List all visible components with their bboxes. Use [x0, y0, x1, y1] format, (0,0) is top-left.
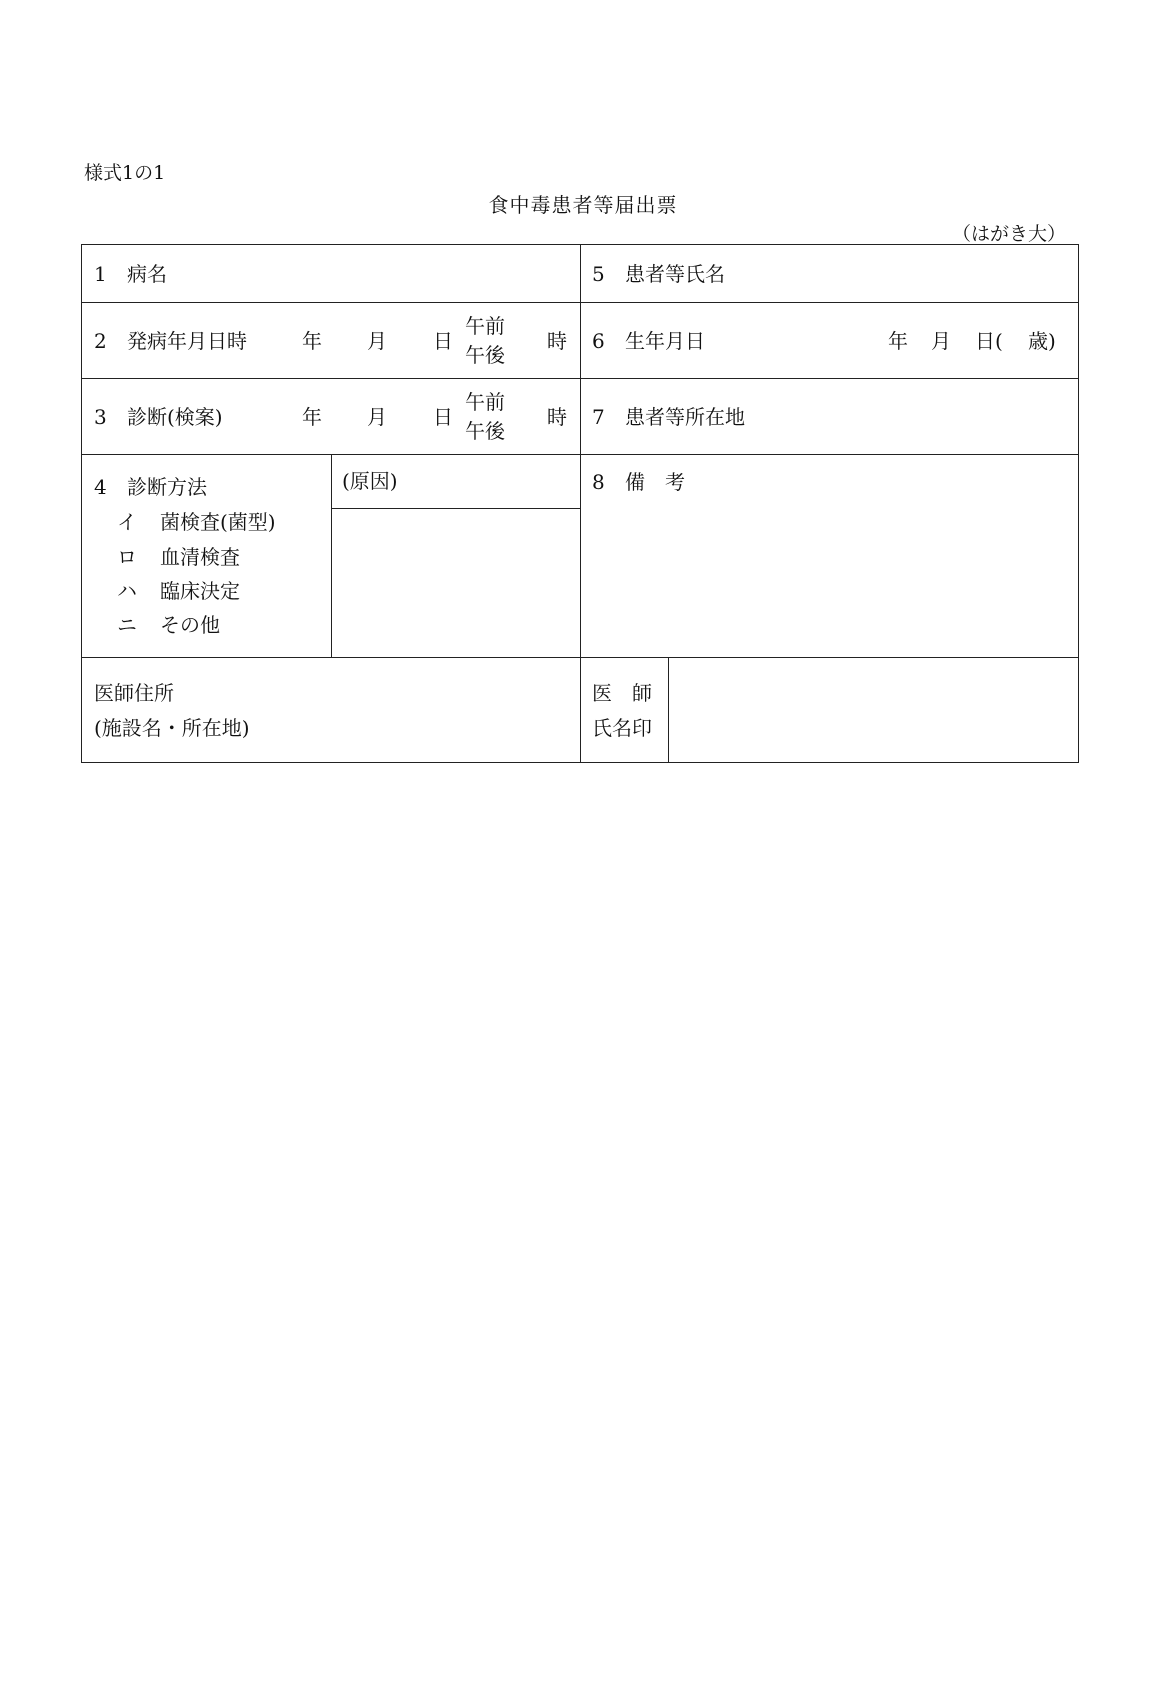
- hour-label: 時: [547, 329, 567, 353]
- field-number: 2: [94, 329, 107, 353]
- table-border-bottom: [81, 762, 1079, 763]
- day-label: 日(: [975, 329, 1003, 353]
- am-label: 午前: [465, 390, 505, 414]
- field-label: 患者等氏名: [625, 262, 725, 286]
- month-label: 月: [367, 329, 387, 353]
- doctor-name-seal-label: 氏名印: [592, 716, 652, 740]
- method-item-text: 血清検査: [160, 545, 240, 569]
- field-label: 病名: [127, 262, 167, 286]
- field-label: 生年月日: [625, 329, 705, 353]
- method-item-text: その他: [160, 613, 220, 637]
- field-label: 診断方法: [127, 475, 207, 499]
- doctor-address-sublabel: (施設名・所在地): [94, 716, 250, 740]
- year-label: 年: [302, 329, 322, 353]
- month-label: 月: [367, 405, 387, 429]
- hour-label: 時: [547, 405, 567, 429]
- field-number: 4: [94, 475, 107, 499]
- doctor-label: 医 師: [592, 681, 652, 705]
- pm-label: 午後: [465, 419, 505, 443]
- column-divider: [580, 244, 581, 762]
- year-label: 年: [888, 329, 908, 353]
- age-label: 歳): [1028, 329, 1056, 353]
- year-label: 年: [302, 405, 322, 429]
- form-title: 食中毒患者等届出票: [488, 193, 678, 217]
- doctor-address-label: 医師住所: [94, 681, 174, 705]
- column-divider: [331, 454, 332, 657]
- month-label: 月: [931, 329, 951, 353]
- method-item-mark: ニ: [117, 613, 137, 637]
- day-label: 日: [433, 329, 453, 353]
- field-number: 5: [592, 262, 605, 286]
- method-item-mark: イ: [117, 510, 137, 534]
- method-item-mark: ロ: [117, 545, 137, 569]
- field-label: 発病年月日時: [127, 329, 247, 353]
- field-label: 患者等所在地: [625, 405, 745, 429]
- field-number: 1: [94, 262, 107, 286]
- am-label: 午前: [465, 314, 505, 338]
- field-label: 診断(検案): [127, 405, 223, 429]
- method-item-text: 臨床決定: [160, 579, 240, 603]
- field-number: 3: [94, 405, 107, 429]
- size-note: （はがき大）: [951, 223, 1066, 245]
- column-divider: [668, 657, 669, 762]
- method-item-text: 菌検査(菌型): [160, 510, 276, 534]
- cause-label: (原因): [342, 469, 398, 493]
- field-number: 8: [592, 470, 605, 494]
- form-number: 様式1の1: [84, 162, 166, 184]
- method-item-mark: ハ: [117, 579, 137, 603]
- table-border-right: [1078, 244, 1079, 762]
- table-border-left: [81, 244, 82, 762]
- day-label: 日: [433, 405, 453, 429]
- field-label: 備 考: [625, 470, 685, 494]
- field-number: 6: [592, 329, 605, 353]
- cause-divider: [331, 508, 580, 509]
- field-number: 7: [592, 405, 605, 429]
- pm-label: 午後: [465, 343, 505, 367]
